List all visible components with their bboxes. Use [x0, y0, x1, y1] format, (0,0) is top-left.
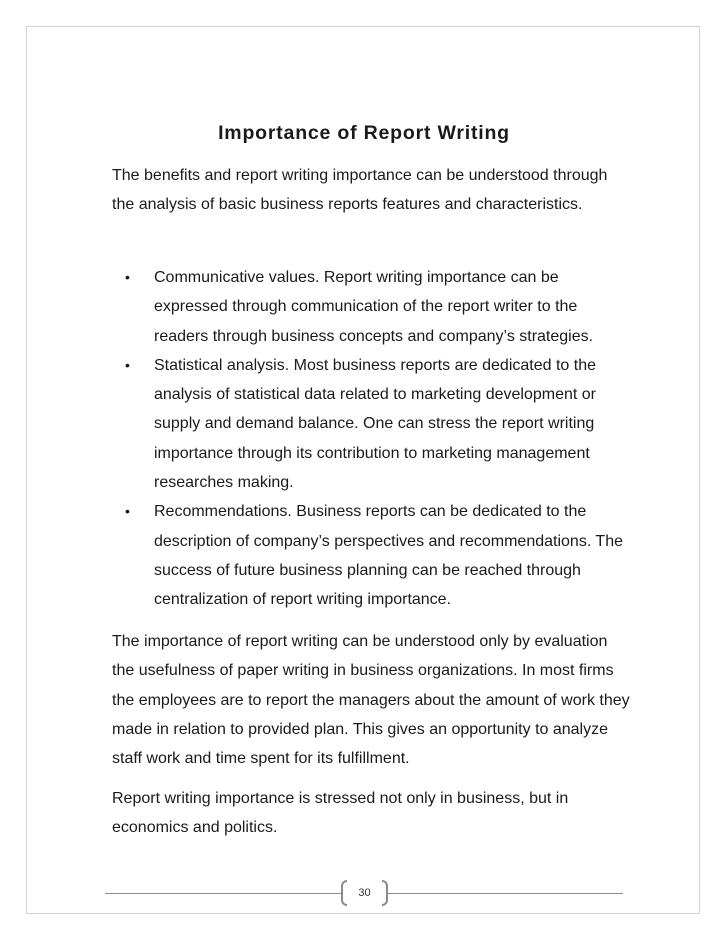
- footer-rule-right: [388, 893, 623, 894]
- bullet-icon: •: [125, 356, 130, 373]
- intro-paragraph: The benefits and report writing importance can be understood through the analysis of basic business reports features and characteristics.: [112, 167, 608, 214]
- list-item-text: Communicative values. Report writing importance can be expressed through communication of the report writer to the readers through business concepts and company’s strategies.: [154, 269, 594, 345]
- document-title: Importance of Report Writing: [218, 122, 510, 144]
- list-item: [112, 351, 632, 497]
- list-item: [112, 497, 632, 614]
- page-number: 30: [358, 887, 371, 899]
- body-paragraph: The importance of report writing can be understood only by evaluation the usefulness of paper writing in business organizations. In most firms the employees are to report the managers about the amount of work they made in relation to provided plan. This gives an opportunity to analyze staff work and time spent for its fulfillment.: [112, 633, 630, 768]
- list-item-text: Statistical analysis. Most business reports are dedicated to the analysis of statistical data related to marketing development or supply and demand balance. One can stress the report writing importance through its contribution to marketing management researches making.: [154, 356, 597, 492]
- bullet-icon: •: [125, 503, 130, 520]
- bullet-list: [112, 263, 632, 615]
- list-item-text: Recommendations. Business reports can be dedicated to the description of company’s perspectives and recommendations. The success of future business planning can be reached through centralization of report writing importance.: [154, 503, 623, 609]
- bullet-icon: •: [125, 269, 130, 285]
- list-item: [112, 263, 632, 351]
- closing-paragraph: Report writing importance is stressed not only in business, but in economics and politics.: [112, 790, 569, 837]
- footer-rule-left: [105, 893, 341, 894]
